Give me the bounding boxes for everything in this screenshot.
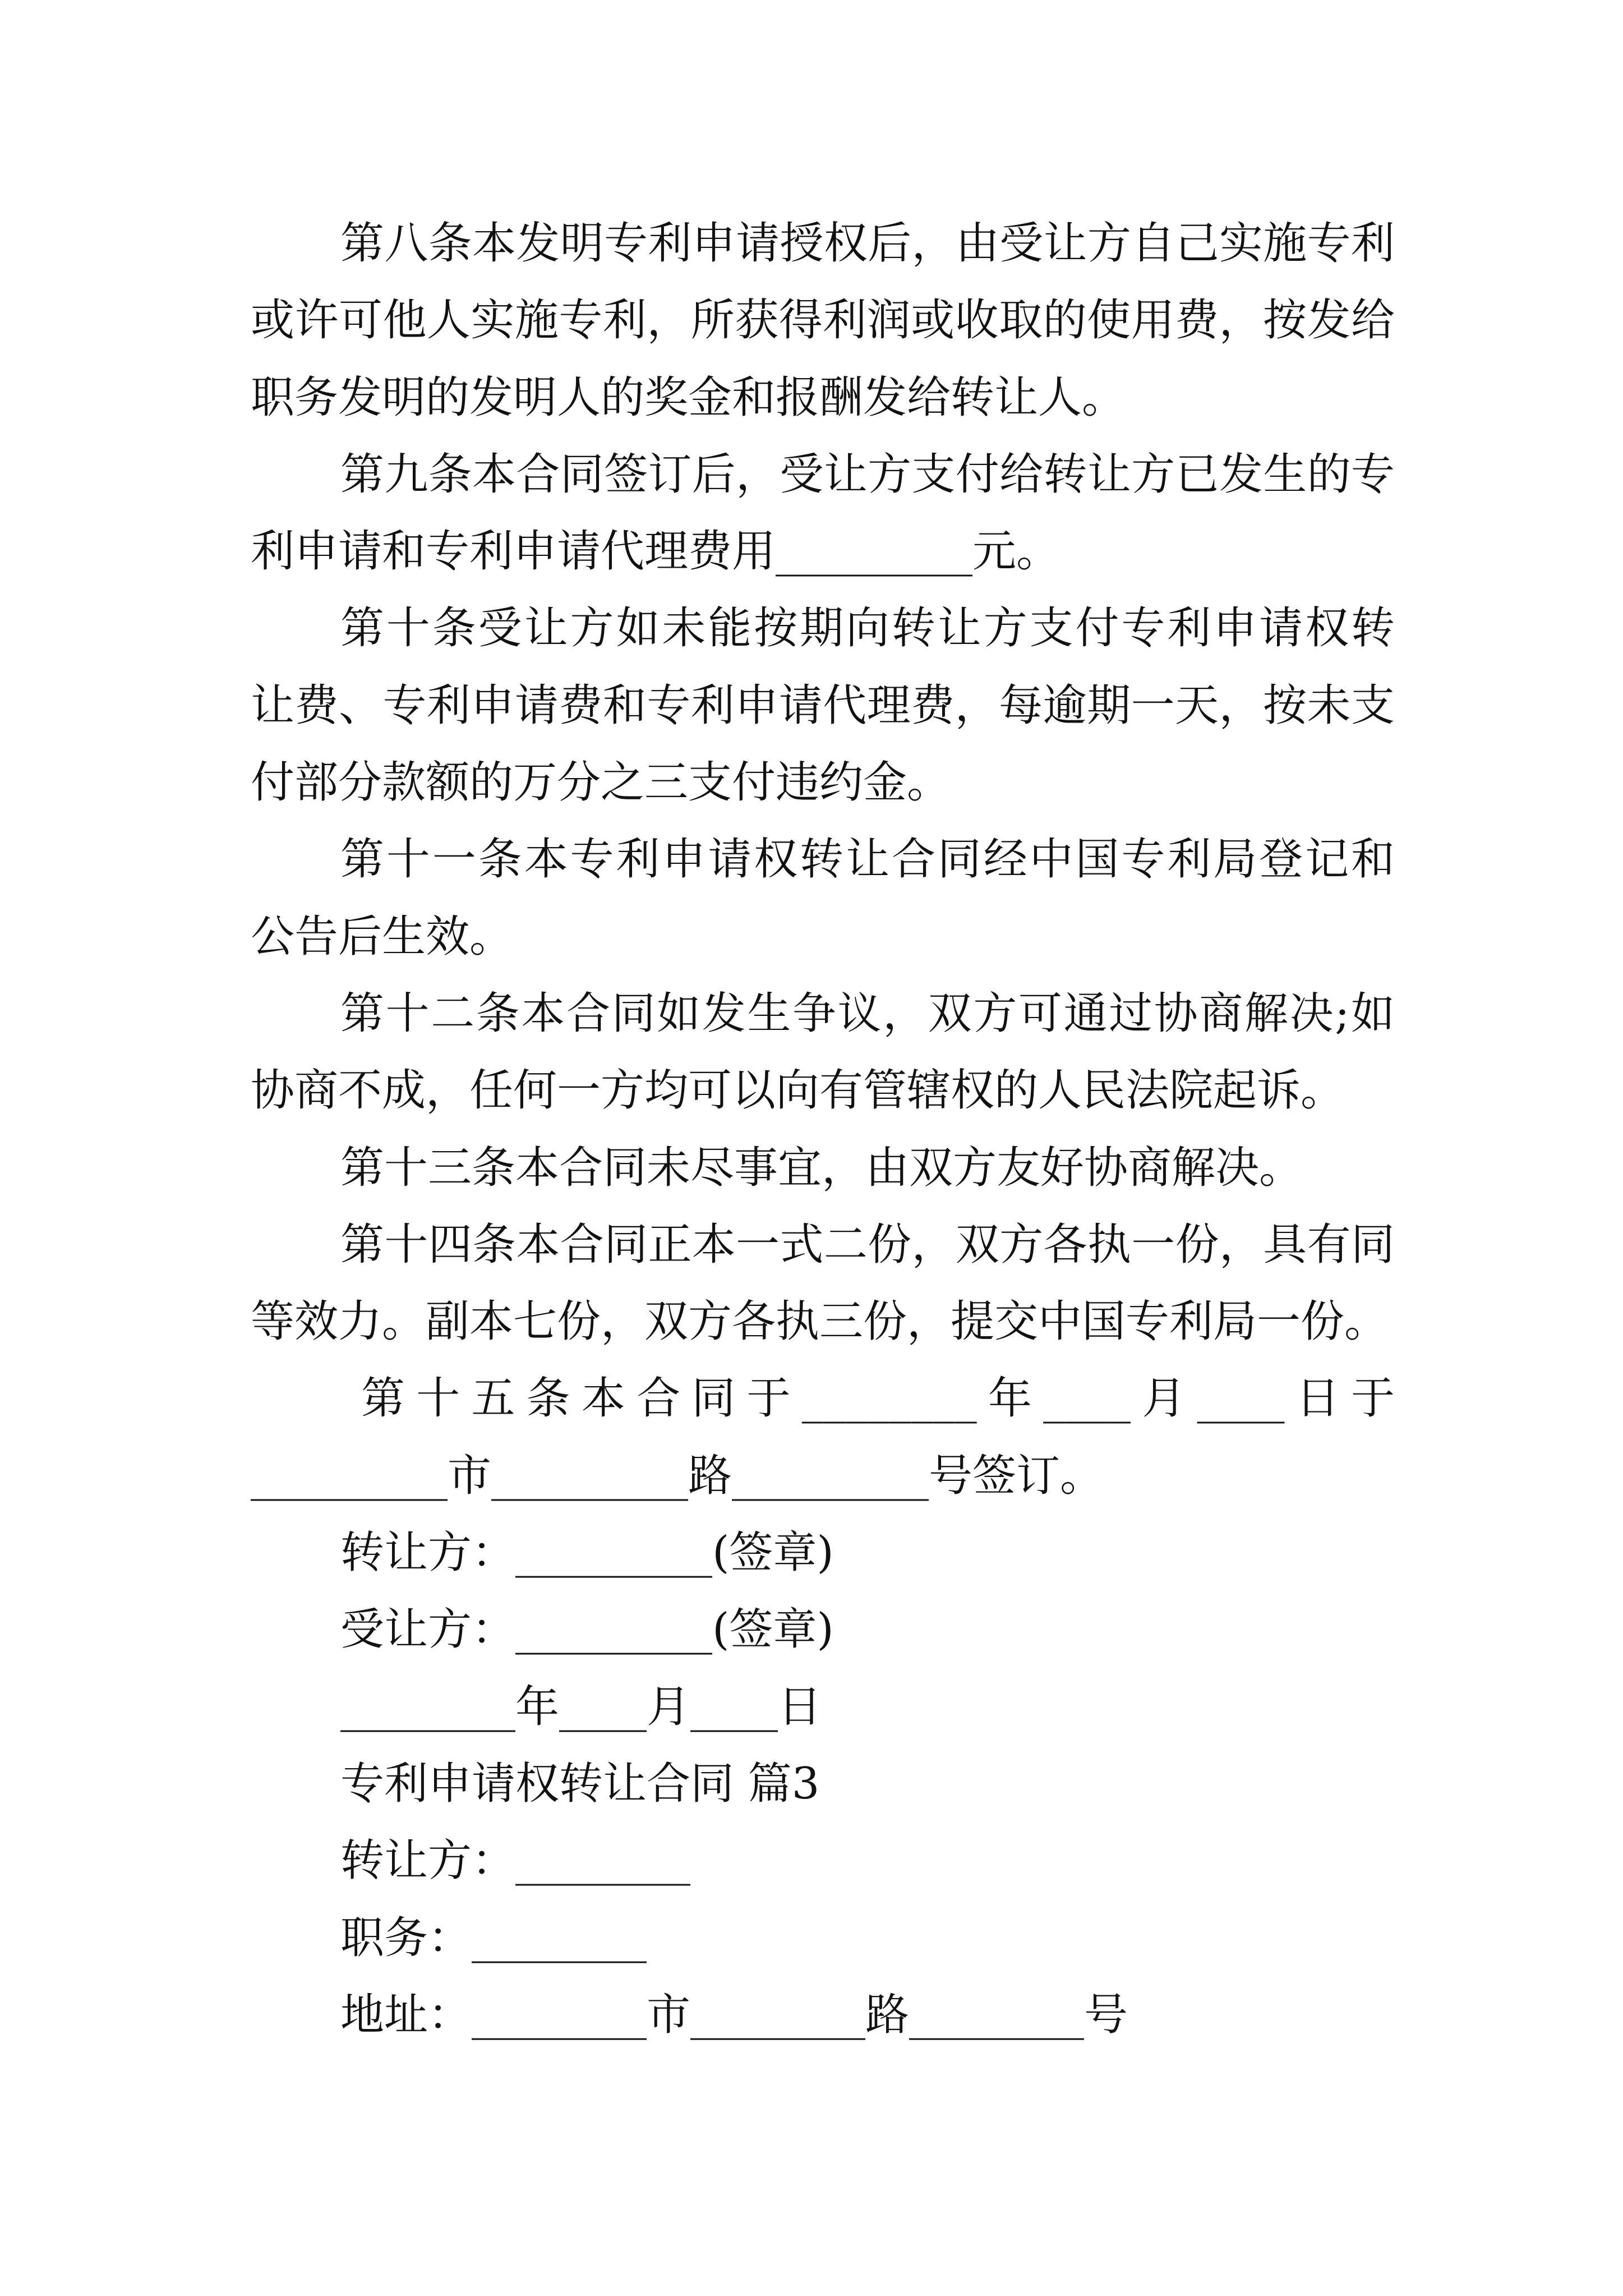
signature-transferee: 受让方：_________(签章) [340,1604,834,1655]
position-field: 职务：________ [340,1912,647,1963]
article-11-line-1: 第十一条本专利申请权转让合同经中国专利局登记和 [340,834,1395,885]
article-8-line-2: 或许可他人实施专利，所获得利润或收取的使用费，按发给 [251,295,1395,346]
article-12-line-1: 第十二条本合同如发生争议，双方可通过协商解决;如 [340,988,1395,1039]
section-heading: 专利申请权转让合同 篇3 [340,1758,820,1809]
article-8-line-3: 职务发明的发明人的奖金和报酬发给转让人。 [251,372,1126,423]
article-10-line-2: 让费、专利申请费和专利申请代理费，每逾期一天，按未支 [251,680,1395,731]
article-14-line-2: 等效力。副本七份，双方各执三份，提交中国专利局一份。 [251,1296,1389,1347]
article-13-line-1: 第十三条本合同未尽事宜，由双方友好协商解决。 [340,1142,1303,1193]
article-12-line-2: 协商不成，任何一方均可以向有管辖权的人民法院起诉。 [251,1065,1345,1116]
article-11-line-2: 公告后生效。 [251,911,514,962]
transferor-field: 转让方：________ [340,1835,691,1887]
signature-date: ________年____月____日 [340,1681,822,1732]
document-body [251,205,1395,2054]
signature-transferor: 转让方：_________(签章) [340,1527,834,1579]
article-14-line-1: 第十四条本合同正本一式二份，双方各执一份，具有同 [340,1219,1395,1270]
article-10-line-1: 第十条受让方如未能按期向转让方支付专利申请权转 [340,603,1395,654]
article-15-line-2: _________市_________路_________号签订。 [251,1450,1104,1501]
article-8-line-1: 第八条本发明专利申请授权后，由受让方自己实施专利 [340,218,1395,269]
address-field: 地址：________市________路________号 [340,1989,1128,2040]
article-15-line-1: 第十五条本合同于________年____月____日于 [361,1373,1395,1424]
article-10-line-3: 付部分款额的万分之三支付违约金。 [251,757,951,808]
article-9-line-1: 第九条本合同签订后，受让方支付给转让方已发生的专 [340,449,1395,500]
article-9-line-2: 利申请和专利申请代理费用_________元。 [251,526,1061,577]
